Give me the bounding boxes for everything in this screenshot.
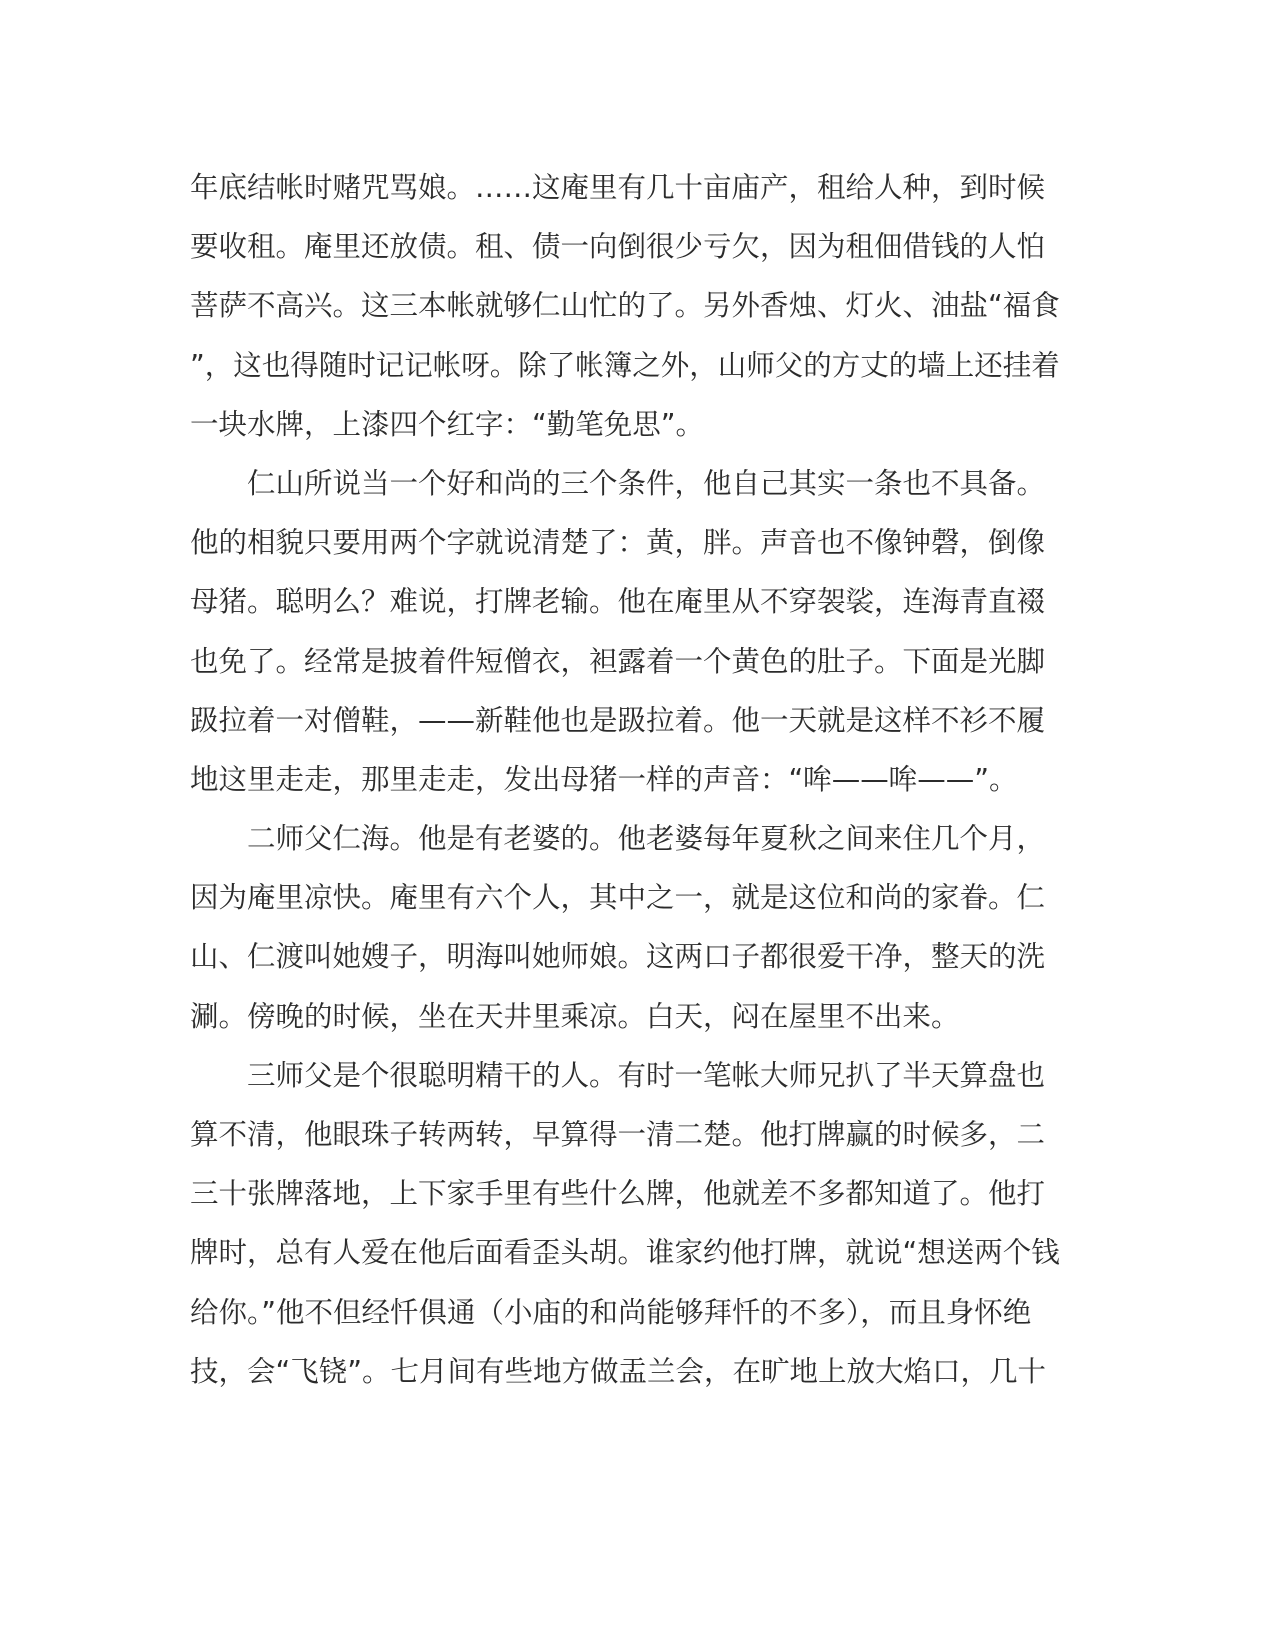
text-line: 菩萨不高兴。这三本帐就够仁山忙的了。另外香烛、灯火、油盐“福食 bbox=[190, 289, 1060, 323]
text-line: 给你。”他不但经忏俱通（小庙的和尚能够拜忏的不多），而且身怀绝 bbox=[190, 1295, 1032, 1329]
text-line: 他的相貌只要用两个字就说清楚了：黄，胖。声音也不像钟磬，倒像 bbox=[190, 526, 1046, 560]
text-line: 三十张牌落地，上下家手里有些什么牌，他就差不多都知道了。他打 bbox=[190, 1177, 1046, 1211]
text-line: 地这里走走，那里走走，发出母猪一样的声音：“哞——哞——”。 bbox=[190, 762, 1018, 796]
text-line: 母猪。聪明么？难说，打牌老输。他在庵里从不穿袈裟，连海青直裰 bbox=[190, 585, 1046, 619]
text-line: 三师父是个很聪明精干的人。有时一笔帐大师兄扒了半天算盘也 bbox=[190, 1058, 1046, 1092]
text-line: 牌时，总有人爱在他后面看歪头胡。谁家约他打牌，就说“想送两个钱 bbox=[190, 1236, 1060, 1270]
text-line: 山、仁渡叫她嫂子，明海叫她师娘。这两口子都很爱干净，整天的洗 bbox=[190, 940, 1046, 974]
text-line: 算不清，他眼珠子转两转，早算得一清二楚。他打牌赢的时候多，二 bbox=[190, 1118, 1046, 1151]
text-line: ”，这也得随时记记帐呀。除了帐簿之外，山师父的方丈的墙上还挂着 bbox=[190, 348, 1060, 382]
text-line: 趿拉着一对僧鞋，——新鞋他也是趿拉着。他一天就是这样不衫不履 bbox=[190, 703, 1046, 737]
text-line: 仁山所说当一个好和尚的三个条件，他自己其实一条也不具备。 bbox=[190, 466, 1046, 500]
text-line: 一块水牌，上漆四个红字：“勤笔免思”。 bbox=[190, 407, 705, 441]
text-line: 也免了。经常是披着件短僧衣，袒露着一个黄色的肚子。下面是光脚 bbox=[190, 644, 1046, 678]
text-line: 二师父仁海。他是有老婆的。他老婆每年夏秋之间来住几个月， bbox=[190, 822, 1046, 856]
text-line: 技，会“飞铙”。七月间有些地方做盂兰会，在旷地上放大焰口，几十 bbox=[190, 1354, 1047, 1388]
text-line: 因为庵里凉快。庵里有六个人，其中之一，就是这位和尚的家眷。仁 bbox=[190, 881, 1046, 915]
body-text bbox=[190, 158, 1085, 1401]
text-line: 涮。傍晚的时候，坐在天井里乘凉。白天，闷在屋里不出来。 bbox=[190, 999, 960, 1033]
text-line: 年底结帐时赌咒骂娘。……这庵里有几十亩庙产，租给人种，到时候 bbox=[190, 171, 1046, 204]
text-line: 要收租。庵里还放债。租、债一向倒很少亏欠，因为租佃借钱的人怕 bbox=[190, 230, 1046, 264]
